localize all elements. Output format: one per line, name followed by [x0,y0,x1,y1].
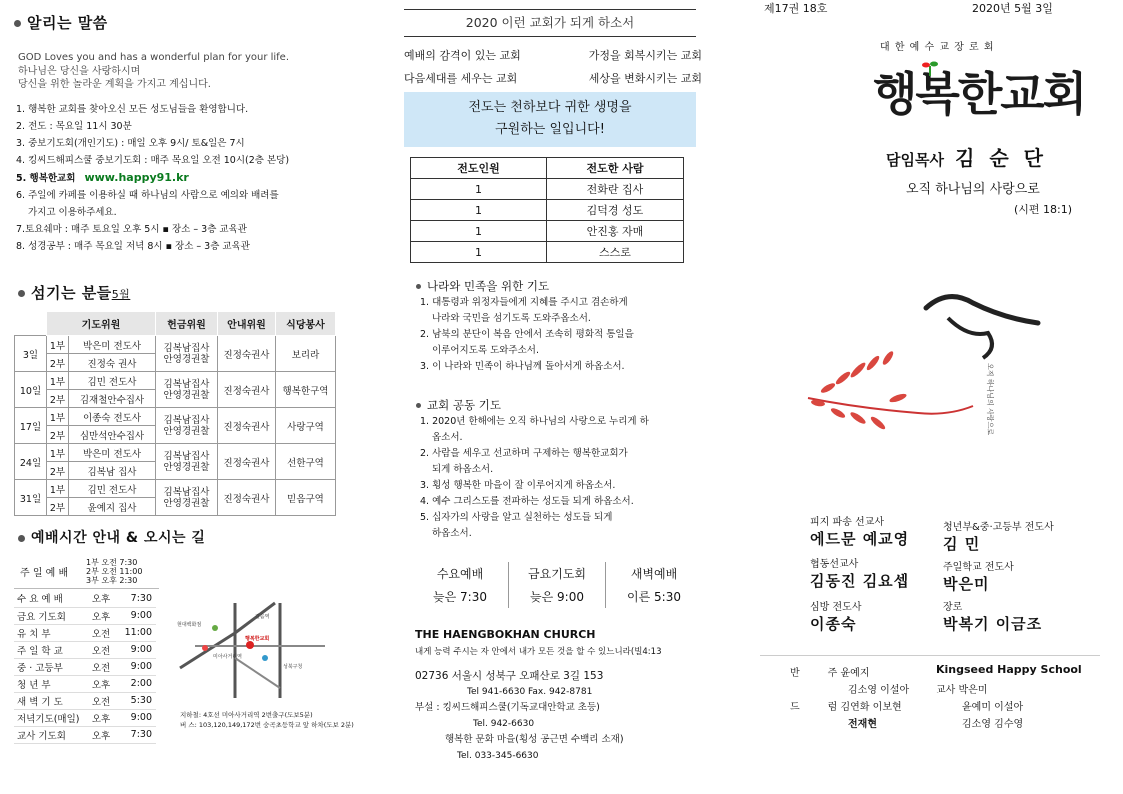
map-label: 길음역 [255,614,270,620]
sunday-row [14,555,159,589]
service-date: 3일 [15,336,47,372]
service-title [18,282,130,303]
band-item: 주 윤예지 [827,668,870,679]
offering-person: 김복남집사 [163,486,210,498]
school-staff [936,682,1023,733]
kitchen-group: 보리라 [276,336,336,372]
time-col [509,562,606,608]
announce-intro [18,50,289,92]
service-row [15,444,336,462]
time-row-label: 새 벽 기 도 [17,696,63,708]
pastor-name: 김 순 단 [955,146,1047,170]
col-header: 헌금위원 [156,312,218,336]
evan-count: 1 [411,179,547,200]
announce-item: 2. 전도 : 목요일 11시 30분 [16,121,132,132]
time-row [14,607,156,624]
service-date: 17일 [15,408,47,444]
col-header: 식당봉사 [276,312,336,336]
school-item: 김소영 김수영 [962,719,1024,730]
time-col [606,562,702,608]
staff-name: 박복기 이금조 [943,615,1043,633]
service-month: 5월 [111,288,131,301]
prayer-person: 김민 전도사 [69,480,156,498]
prayer-line: 1. 대통령과 위정자들에게 지혜를 주시고 겸손하게 [420,297,628,308]
motto: 오직 하나님의 사랑으로 [906,182,1040,197]
prayer-person: 윤예지 집사 [69,498,156,516]
announce-item: 1. 행복한 교회를 찾아오신 모든 성도님들을 환영합니다. [16,104,249,115]
bullet-icon [18,535,25,542]
prayer-person: 김재철안수집사 [69,390,156,408]
offering-cell [156,408,218,444]
time-row-period: 오후 [91,611,111,623]
staff-role: 피지 파송 선교사 [810,517,884,528]
guide-person: 진정숙권사 [218,336,276,372]
time-row-value: 11:00 [124,627,152,638]
evan-row [411,221,684,242]
prayer-person: 진정숙 권사 [69,354,156,372]
weekday-times [412,562,702,608]
prayer-line: 2. 사람을 세우고 선교하며 구제하는 행복한교회가 [420,448,628,459]
prayer-line: 나라와 국민을 섬기도록 도와주옵소서. [432,313,591,324]
offering-person: 김복남집사 [163,378,210,390]
corner-cell [15,312,47,336]
service-row [15,372,336,390]
evan-person: 전화란 집사 [547,179,684,200]
announce-item: 가지고 이용하주세요. [28,207,117,218]
village: 행복한 문화 마을(횡성 공근면 수백리 소재) [445,734,624,745]
time-label: 수요예배 [436,567,484,581]
time-value: 늦은 9:00 [530,590,584,604]
prayer-line: 3. 이 나라와 민족이 하나님께 돌아서게 하옵소서. [420,361,625,372]
announce-title-text: 알리는 말씀 [27,14,108,32]
time-row-value: 5:30 [130,695,152,706]
staff-name: 박은미 [943,575,990,593]
kitchen-group: 선한구역 [276,444,336,480]
staff-role: 장로 [943,602,963,613]
prayer-line: 4. 예수 그리스도를 전파하는 성도들 되게 하옵소서. [420,496,634,507]
divider [760,655,1100,656]
map-notes [175,710,354,730]
evan-count: 1 [411,242,547,263]
staff-role: 주일학교 전도사 [943,562,1014,573]
time-row-period: 오후 [91,594,111,606]
time-row-period: 오전 [91,645,111,657]
service-row [15,480,336,498]
part-label: 2부 [47,462,69,480]
time-row-period: 오전 [91,662,111,674]
time-row-label: 교사 기도회 [17,730,66,742]
service-date: 24일 [15,444,47,480]
evan-row [411,179,684,200]
offering-person: 김복남집사 [163,450,210,462]
sunday-time: 2부 오전 11:00 [86,567,143,576]
offering-cell [156,372,218,408]
time-row-label: 유 치 부 [17,628,51,640]
time-row [14,641,156,658]
school-item: 윤예미 이설아 [962,702,1024,713]
prayer-person: 김복남 집사 [69,462,156,480]
bulletin-date: 2020년 5월 3일 [972,2,1053,15]
website-link[interactable]: www.happy91.kr [84,171,189,184]
service-date: 31일 [15,480,47,516]
time-row [14,624,156,641]
offering-person: 안영경권찰 [163,425,210,437]
service-title-text: 섬기는 분들 [31,284,112,302]
pastor [886,142,1047,171]
guide-person: 진정숙권사 [218,480,276,516]
address: 02736 서울시 성북구 오패산로 3길 153 [415,670,604,682]
evan-row [411,242,684,263]
verse: 내게 능력 주시는 자 안에서 내가 모든 것을 할 수 있느니라(빌4:13 [415,647,662,657]
church-logo [873,58,1085,124]
time-row [14,709,156,726]
bullet-icon [416,284,421,289]
time-row-value: 9:00 [130,644,152,655]
service-date: 10일 [15,372,47,408]
announce-item: 7.토요쉐마 : 매주 토요일 오후 5시 ▪ 장소 – 3층 교육관 [16,224,247,235]
offering-person: 김복남집사 [163,414,210,426]
intro-line: GOD Loves you and has a wonderful plan for your life. [18,52,290,63]
evan-header: 전도한 사람 [547,158,684,179]
prayer-person: 심만석안수집사 [69,426,156,444]
part-label: 2부 [47,354,69,372]
time-row-value: 9:00 [130,610,152,621]
time-row-label: 중 · 고등부 [17,662,63,674]
staff-name: 김동진 김요셉 [810,572,910,590]
band-list [790,665,909,733]
announce-list [16,101,372,255]
part-label: 1부 [47,408,69,426]
staff-name: 에드문 예교영 [810,530,910,548]
time-row-period: 오후 [91,713,111,725]
time-row-value: 9:00 [130,712,152,723]
band-item: 전재현 [848,719,877,730]
map-label: 성북구청 [283,664,303,670]
contact-info [415,668,624,764]
denomination: 대 한 예 수 교 장 로 회 [880,42,995,53]
nation-title-text: 나라와 민족을 위한 기도 [427,279,550,293]
staff-role: 협동선교사 [810,559,859,570]
prayer-person: 김민 전도사 [69,372,156,390]
part-label: 1부 [47,480,69,498]
slogan-line: 전도는 천하보다 귀한 생명을 [468,100,632,115]
part-label: 2부 [47,390,69,408]
sprout-icon [921,60,939,76]
prayer-line: 이루어지도록 도와주소서. [432,345,539,356]
prayer-line: 2. 남북의 분단이 복음 안에서 조속히 평화적 통일을 [420,329,634,340]
common-prayer [420,414,649,542]
vision-header: 2020 이런 교회가 되게 하소서 [404,9,696,37]
middle-panel [398,0,708,794]
col-header: 안내위원 [218,312,276,336]
sunday-label: 주 일 예 배 [20,568,69,579]
goal: 다음세대를 세우는 교회 [404,72,518,85]
announce-item [16,169,372,187]
common-title [416,397,501,413]
worship-title [18,527,205,547]
offering-cell [156,480,218,516]
band-item: 럼 김연화 이보현 [827,702,902,713]
staff-name: 김 민 [943,535,981,553]
nation-title [416,278,549,294]
time-label: 금요기도회 [528,567,586,581]
part-label: 2부 [47,426,69,444]
prayer-person: 박은미 전도사 [69,336,156,354]
part-label: 2부 [47,498,69,516]
offering-cell [156,444,218,480]
school-title: Kingseed Happy School [936,663,1082,676]
time-row-period: 오전 [91,696,111,708]
kitchen-group: 믿음구역 [276,480,336,516]
tel: Tel 941-6630 Fax. 942-8781 [467,687,593,697]
time-row-label: 수 요 예 배 [17,594,63,606]
motto-ref: (시편 18:1) [1014,203,1073,216]
map-note: 버 스: 103,120,149,172번 숭곡초등학교 앞 하차(도보 2분) [180,721,354,729]
offering-person: 안영경권찰 [163,353,210,365]
calligraphy-graphic [798,288,1078,458]
time-row [14,658,156,675]
calligraphy-art [798,288,1078,458]
announce-item: 6. 주일에 카페를 이용하실 때 하나님의 사람으로 예의와 배려를 [16,190,279,201]
time-row-value: 9:00 [130,661,152,672]
time-row-value: 7:30 [130,592,152,604]
evan-count: 1 [411,221,547,242]
goal: 세상을 변화시키는 교회 [588,72,702,85]
part-label: 1부 [47,372,69,390]
time-row-value: 7:30 [130,729,152,740]
intro-line: 하나님은 당신을 사랑하시며 [18,66,141,77]
service-row [15,408,336,426]
church-english-name: THE HAENGBOKHAN CHURCH [415,628,596,641]
guide-person: 진정숙권사 [218,372,276,408]
announce-item: 3. 중보기도회(개인기도) : 매일 오후 9시/ 토&일은 7시 [16,138,245,149]
bullet-icon [416,403,421,408]
prayer-line: 1. 2020년 한해에는 오직 하나님의 사랑으로 누리게 하 [420,416,649,427]
prayer-line: 옵소서. [432,432,463,443]
staff-role: 심방 전도사 [810,602,862,613]
intro-line: 당신을 위한 놀라운 계획을 가지고 계십니다. [18,79,211,90]
evan-count: 1 [411,200,547,221]
time-value: 늦은 7:30 [433,590,487,604]
offering-person: 안영경권찰 [163,497,210,509]
time-row-label: 주 일 학 교 [17,645,63,657]
announce-item-label: 5. 행복한교회 [16,173,76,184]
time-row-value: 2:00 [130,678,152,689]
evangelism-table [410,157,684,263]
time-row [14,675,156,692]
volume: 제17권 18호 [764,2,828,15]
evan-header: 전도인원 [411,158,547,179]
time-row-period: 오후 [91,730,111,742]
kitchen-group: 사랑구역 [276,408,336,444]
evan-person: 안진홍 자매 [547,221,684,242]
time-row [14,692,156,709]
vision-goals [404,44,702,90]
left-panel [0,0,375,794]
offering-person: 안영경권찰 [163,389,210,401]
announce-item: 4. 킹씨드해피스쿨 중보기도회 : 매주 목요일 오전 10시(2층 본당) [16,155,290,166]
part-label: 1부 [47,444,69,462]
prayer-person: 박은미 전도사 [69,444,156,462]
times-table [14,590,156,744]
prayer-line: 3. 횡성 행복한 마을이 잘 이루어지게 하옵소서. [420,480,616,491]
annex: 부설 : 킹씨드해피스쿨(기독교대안학교 초등) [415,702,600,713]
calligraphy-text: 오직 하나님의 사랑으로 [986,363,994,436]
map-label: 현대백화점 [177,622,202,628]
staff-role: 청년부&중·고등부 전도사 [943,522,1054,533]
time-row-label: 청 년 부 [17,679,51,691]
bullet-icon [18,290,25,297]
right-panel [740,0,1123,794]
prayer-person: 이종숙 전도사 [69,408,156,426]
school-item: 교사 박은미 [936,685,988,696]
band-item: 드 [790,702,800,713]
village-tel: Tel. 033-345-6630 [457,751,539,761]
church-name: 행복한교회 [873,67,1086,121]
sunday-times [86,558,142,585]
band-item: 반 [790,668,800,679]
time-row-label: 저녁기도(매일) [17,713,80,725]
announce-item: 8. 성경공부 : 매주 목요일 저녁 8시 ▪ 장소 – 3층 교육관 [16,241,250,252]
prayer-line: 하옵소서. [432,528,472,539]
kitchen-group: 행복한구역 [276,372,336,408]
col-header: 기도위원 [47,312,156,336]
time-row [14,726,156,743]
guide-person: 진정숙권사 [218,444,276,480]
time-row-period: 오전 [91,628,111,640]
worship-title-text: 예배시간 안내 & 오시는 길 [31,530,206,546]
map [175,598,354,729]
time-col [412,562,509,608]
time-label: 새벽예배 [630,567,678,581]
slogan-line: 구원하는 일입니다! [495,122,605,137]
goal: 가정을 회복시키는 교회 [588,49,702,62]
offering-person: 김복남집사 [163,342,210,354]
map-label: 미아사거리역 [213,654,242,660]
sunday-time: 1부 오전 7:30 [86,558,138,567]
evan-person: 김덕경 성도 [547,200,684,221]
time-row-period: 오후 [91,679,111,691]
sunday-time: 3부 오후 2:30 [86,576,138,585]
map-graphic [175,598,354,729]
pastor-role: 담임목사 [886,151,944,169]
annex-tel: Tel. 942-6630 [473,719,535,729]
map-label: 행복한교회 [245,636,270,642]
worship-times [14,555,159,744]
part-label: 1부 [47,336,69,354]
service-row [15,336,336,354]
bullet-icon [14,20,21,27]
offering-cell [156,336,218,372]
nation-prayer [420,295,634,375]
guide-person: 진정숙권사 [218,408,276,444]
announce-title [14,12,108,33]
band-item: 김소영 이설아 [848,685,910,696]
prayer-line: 되게 하옵소서. [432,464,494,475]
time-row [14,590,156,607]
map-note: 지하철: 4호선 미아사거리역 2번출구(도보5분) [180,711,313,719]
slogan-box [404,92,696,147]
time-value: 이른 5:30 [627,590,681,604]
common-title-text: 교회 공동 기도 [427,398,501,412]
goal: 예배의 감격이 있는 교회 [404,49,521,62]
time-row-label: 금요 기도회 [17,611,66,623]
staff-name: 이종숙 [810,615,857,633]
prayer-line: 5. 십자가의 사랑을 알고 실천하는 성도들 되게 [420,512,613,523]
service-table [14,311,336,516]
offering-person: 안영경권찰 [163,461,210,473]
evan-row [411,200,684,221]
evan-person: 스스로 [547,242,684,263]
